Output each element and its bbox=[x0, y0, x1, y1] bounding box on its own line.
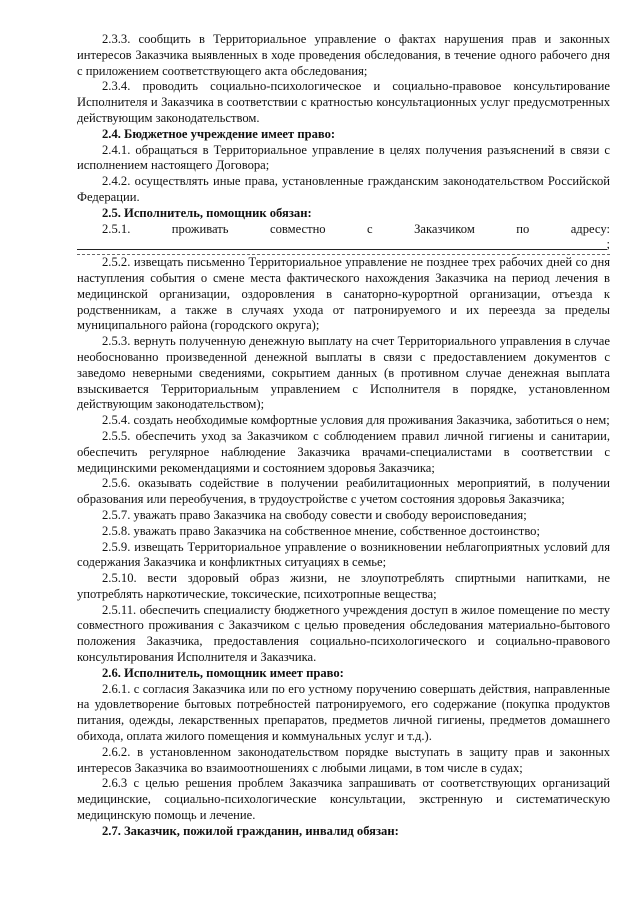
address-end-mark: ; bbox=[606, 237, 610, 252]
address-clause-word: адресу: bbox=[570, 221, 610, 236]
clause-paragraph: 2.5.8. уважать право Заказчика на собственное мнение, собственное достоинство; bbox=[102, 523, 540, 538]
section-heading: 2.6. Исполнитель, помощник имеет право: bbox=[102, 665, 344, 680]
clause-paragraph: 2.5.4. создать необходимые комфортные условия для проживания Заказчика, заботиться о нем; bbox=[102, 413, 610, 428]
address-clause-word: проживать bbox=[171, 221, 229, 236]
address-clause-word: совместно bbox=[269, 221, 326, 236]
address-blank-line bbox=[77, 237, 610, 253]
address-clause-line bbox=[77, 222, 610, 238]
clause-paragraph: 2.3.3. сообщить в Территориальное управление о фактах нарушения прав и законных интересов Заказчика выявленных в ходе проведения обследования, в течение одного рабочего дня с приложением соответствующего акта обследования; bbox=[77, 32, 610, 78]
clause-paragraph: 2.5.5. обеспечить уход за Заказчиком с соблюдением правил личной гигиены и санитарии, обеспечить регулярное наблюдение Заказчика врачами-специалистами в соответствии с медицинскими рекомендациями и состоянием здоровья Заказчика; bbox=[77, 428, 610, 475]
section-heading: 2.5. Исполнитель, помощник обязан: bbox=[102, 205, 312, 220]
clause-paragraph: 2.5.3. вернуть полученную денежную выплату на счет Территориального управления в случае необоснованно произведенной денежной выплаты в связи с предоставлением документов с заведомо неверными сведениями, сокрытием данных (в противном случае денежная выплата взыскивается Территориальным управлением с Исполнителя в порядке, установленном действующим законодательством); bbox=[77, 334, 610, 412]
clause-paragraph: 2.4.2. осуществлять иные права, установленные гражданским законодательством Российской Федерации. bbox=[77, 174, 610, 204]
section-heading: 2.4. Бюджетное учреждение имеет право: bbox=[102, 126, 336, 141]
clause-paragraph: 2.5.7. уважать право Заказчика на свободу совести и свободу вероисповедания; bbox=[102, 507, 527, 522]
section-heading: 2.7. Заказчик, пожилой гражданин, инвалид обязан: bbox=[102, 823, 399, 838]
address-clause-word: 2.5.1. bbox=[102, 221, 131, 236]
clause-paragraph: 2.3.4. проводить социально-психологическое и социально-правовое консультирование Исполнителя и Заказчика в соответствии с кратностью консультационных услуг предусмотренных действующим законодательством. bbox=[77, 79, 610, 125]
clause-paragraph: 2.5.10. вести здоровый образ жизни, не злоупотреблять спиртными напитками, не употреблять наркотические, токсические, психотропные вещества; bbox=[77, 571, 610, 601]
document-body bbox=[77, 32, 610, 840]
address-clause-word: Заказчиком bbox=[414, 221, 475, 236]
clause-paragraph: 2.6.1. с согласия Заказчика или по его устному поручению совершать действия, направленные на удовлетворение бытовых потребностей патронируемого, его содержание (покупка продуктов питания, одежды, лекарственных препаратов, предметов личной гигиены, предметов домашнего обихода, оплата жилого помещения и коммунальных услуг и т.д.). bbox=[77, 681, 610, 744]
clause-paragraph: 2.5.9. извещать Территориальное управление о возникновении неблагоприятных условий для содержания Заказчика и конфликтных ситуациях в семье; bbox=[77, 539, 610, 570]
address-underline bbox=[77, 249, 607, 250]
address-clause-word: по bbox=[516, 221, 530, 236]
address-clause-word: с bbox=[367, 221, 373, 236]
clause-paragraph: 2.4.1. обращаться в Территориальное управление в целях получения разъяснений в связи с исполнением настоящего Договора; bbox=[77, 142, 610, 173]
clause-paragraph: 2.5.11. обеспечить специалисту бюджетного учреждения доступ в жилое помещение по месту совместного проживания с Заказчиком с целью проведения обследования материально-бытового положения Заказчика, предоставления социально-психологического и социально-правового консультирования Исполнителя и Заказчика. bbox=[77, 602, 610, 665]
clause-paragraph: 2.6.3 с целью решения проблем Заказчика запрашивать от соответствующих организаций медицинские, социально-психологические консультации, экстренную и систематическую медицинскую помощь и лечение. bbox=[77, 776, 610, 823]
clause-paragraph: 2.5.2. извещать письменно Территориальное управление не позднее трех рабочих дней со дня наступления события о смене места фактического нахождения Заказчика на период лечения в медицинской организации, оздоровления в санаторно-курортной организации, отъезда к родственникам, а также в случаях ухода от патронируемого и их переезда за пределы муниципального района (городского округа); bbox=[77, 255, 610, 333]
clause-paragraph: 2.6.2. в установленном законодательством порядке выступать в защиту прав и законных интересов Заказчика во взаимоотношениях с любыми лицами, в том числе в судах; bbox=[77, 744, 610, 775]
clause-paragraph: 2.5.6. оказывать содействие в получении реабилитационных мероприятий, в получении образования или переобучения, в трудоустройстве с учетом состояния здоровья Заказчика; bbox=[77, 476, 610, 507]
